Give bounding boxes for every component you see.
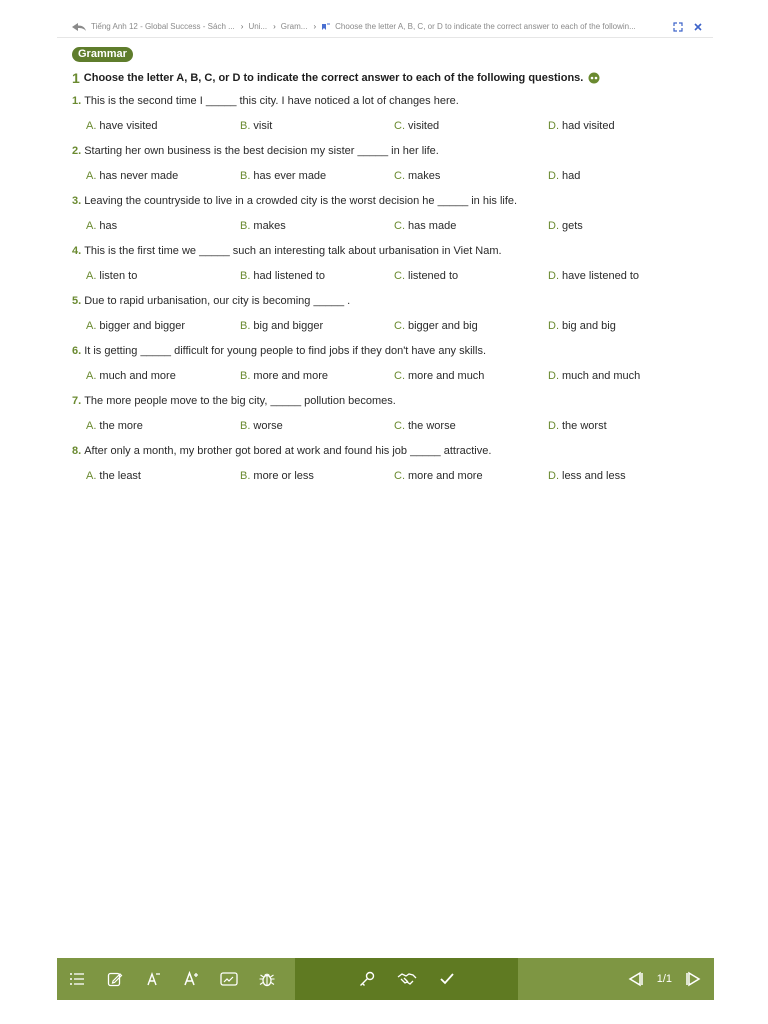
- option-d[interactable]: D. had: [548, 170, 581, 182]
- options-3: [86, 220, 712, 234]
- options-8: [86, 470, 712, 484]
- question-2: [72, 145, 439, 157]
- toolbar-middle-group: [295, 958, 518, 1000]
- option-b[interactable]: B. has ever made: [240, 170, 327, 182]
- option-b[interactable]: B. makes: [240, 220, 286, 232]
- options-7: [86, 420, 712, 434]
- options-2: [86, 170, 712, 184]
- question-number: 3.: [72, 195, 82, 207]
- key-icon[interactable]: [357, 969, 377, 989]
- close-icon[interactable]: [693, 22, 703, 32]
- increase-font-icon[interactable]: [181, 969, 201, 989]
- option-c[interactable]: C. bigger and big: [394, 320, 478, 332]
- question-number: 1.: [72, 95, 82, 107]
- check-icon[interactable]: [437, 969, 457, 989]
- exercise-content: [72, 44, 712, 482]
- option-d[interactable]: D. less and less: [548, 470, 626, 482]
- next-icon[interactable]: [684, 969, 704, 989]
- image-icon[interactable]: [219, 969, 239, 989]
- option-c[interactable]: C. has made: [394, 220, 457, 232]
- option-c[interactable]: C. more and more: [394, 470, 483, 482]
- option-a[interactable]: A. have visited: [86, 120, 158, 132]
- question-text: It is getting _____ difficult for young people to find jobs if they don't have any skills.: [84, 345, 486, 357]
- question-text: After only a month, my brother got bored at work and found his job _____ attractive.: [84, 445, 492, 457]
- option-b[interactable]: B. more and more: [240, 370, 328, 382]
- chevron-right-icon: ›: [273, 22, 276, 31]
- chevron-right-icon: ›: [313, 22, 317, 31]
- question-text: Leaving the countryside to live in a crowded city is the worst decision he _____ in his life.: [84, 195, 518, 207]
- question-7: [72, 395, 396, 407]
- question-6: [72, 345, 486, 357]
- option-a[interactable]: A. has never made: [86, 170, 179, 182]
- option-a[interactable]: A. bigger and bigger: [86, 320, 186, 332]
- option-c[interactable]: C. visited: [394, 120, 440, 132]
- option-d[interactable]: D. have listened to: [548, 270, 640, 282]
- previous-icon[interactable]: [625, 969, 645, 989]
- page-indicator: 1/1: [656, 973, 672, 985]
- option-a[interactable]: A. listen to: [86, 270, 138, 282]
- option-c[interactable]: C. the worse: [394, 420, 456, 432]
- bottom-toolbar: [57, 958, 714, 1000]
- option-d[interactable]: D. big and big: [548, 320, 616, 332]
- question-number: 8.: [72, 445, 82, 457]
- question-number: 2.: [72, 145, 82, 157]
- option-b[interactable]: B. big and bigger: [240, 320, 324, 332]
- exercise-number: 1: [72, 70, 80, 86]
- breadcrumb-item-book[interactable]: Tiếng Anh 12 - Global Success - Sách ...: [91, 22, 235, 31]
- option-d[interactable]: D. had visited: [548, 120, 615, 132]
- options-5: [86, 320, 712, 334]
- options-6: [86, 370, 712, 384]
- list-icon[interactable]: [67, 969, 87, 989]
- option-b[interactable]: B. visit: [240, 120, 273, 132]
- option-b[interactable]: B. had listened to: [240, 270, 325, 282]
- breadcrumb-item-current: Choose the letter A, B, C, or D to indicate the correct answer to each of the followin...: [335, 22, 636, 31]
- option-b[interactable]: B. more or less: [240, 470, 314, 482]
- toolbar-left-group: [57, 958, 295, 1000]
- option-d[interactable]: D. gets: [548, 220, 583, 232]
- question-text: The more people move to the big city, _____ pollution becomes.: [84, 395, 396, 407]
- bug-icon[interactable]: [257, 969, 277, 989]
- decrease-font-icon[interactable]: [143, 969, 163, 989]
- options-4: [86, 270, 712, 284]
- question-number: 6.: [72, 345, 82, 357]
- question-list: [72, 44, 712, 504]
- breadcrumb-item-grammar[interactable]: Gram...: [280, 22, 308, 31]
- question-3: [72, 195, 517, 207]
- question-5: [72, 295, 350, 307]
- question-text: This is the second time I _____ this city. I have noticed a lot of changes here.: [84, 95, 459, 107]
- exercise-icon: [321, 22, 331, 32]
- question-8: [72, 445, 491, 457]
- options-1: [86, 120, 712, 134]
- option-d[interactable]: D. the worst: [548, 420, 607, 432]
- breadcrumb: [91, 22, 673, 32]
- option-d[interactable]: D. much and much: [548, 370, 641, 382]
- option-a[interactable]: A. the least: [86, 470, 141, 482]
- question-1: [72, 95, 459, 107]
- option-c[interactable]: C. makes: [394, 170, 441, 182]
- toolbar-right-group: [518, 958, 714, 1000]
- question-text: This is the first time we _____ such an interesting talk about urbanisation in Viet Nam.: [84, 245, 502, 257]
- question-number: 4.: [72, 245, 82, 257]
- edit-icon[interactable]: [105, 969, 125, 989]
- instruction-text: Choose the letter A, B, C, or D to indicate the correct answer to each of the following questions.: [83, 72, 584, 84]
- breadcrumb-bar: [57, 16, 713, 38]
- question-number: 5.: [72, 295, 82, 307]
- option-a[interactable]: A. much and more: [86, 370, 176, 382]
- question-text: Starting her own business is the best decision my sister _____ in her life.: [84, 145, 439, 157]
- question-4: [72, 245, 502, 257]
- question-number: 7.: [72, 395, 82, 407]
- chevron-right-icon: ›: [240, 22, 244, 31]
- question-text: Due to rapid urbanisation, our city is becoming _____ .: [84, 295, 351, 307]
- section-badge: Grammar: [72, 47, 133, 62]
- option-c[interactable]: C. more and much: [394, 370, 485, 382]
- option-c[interactable]: C. listened to: [394, 270, 459, 282]
- option-a[interactable]: A. has: [86, 220, 118, 232]
- handshake-icon[interactable]: [397, 969, 417, 989]
- back-arrow-icon[interactable]: [71, 22, 87, 32]
- option-a[interactable]: A. the more: [86, 420, 143, 432]
- option-b[interactable]: B. worse: [240, 420, 283, 432]
- fullscreen-icon[interactable]: [673, 22, 683, 32]
- breadcrumb-item-unit[interactable]: Uni...: [248, 22, 268, 31]
